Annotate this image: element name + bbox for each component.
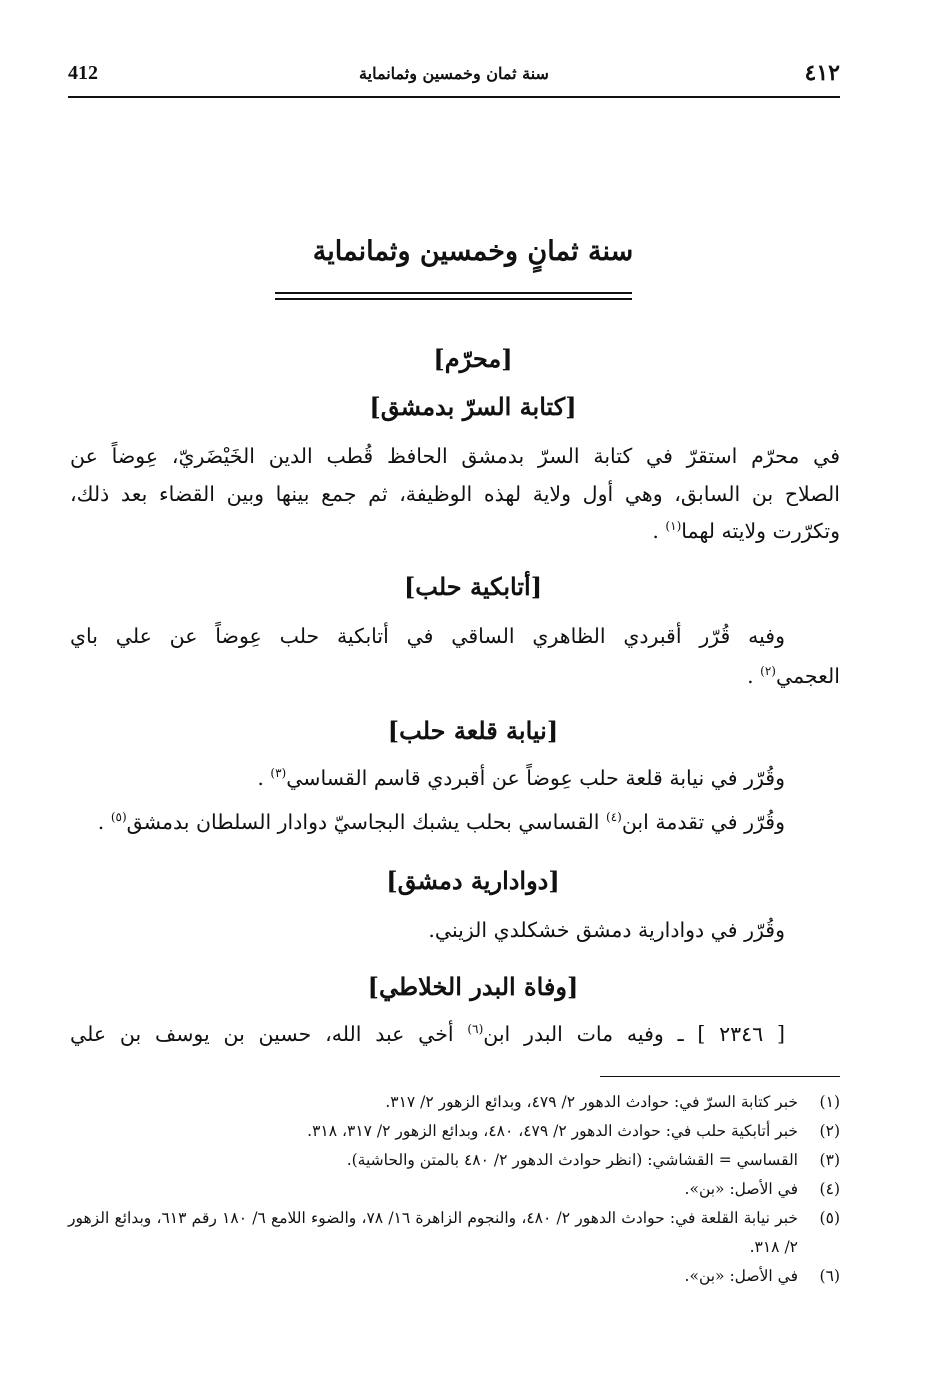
paragraph-line	[70, 519, 840, 543]
footnote-number: (٣)	[819, 1151, 840, 1169]
footnote-number: (١)	[819, 1093, 840, 1111]
page-number-arabic: ٤١٢	[804, 60, 840, 86]
paragraph-line	[70, 1022, 785, 1046]
full-stop: .	[97, 810, 111, 834]
footnote-text: في الأصل: «بن».	[684, 1267, 798, 1285]
footnote-ref: (٥)	[110, 810, 127, 825]
running-title: سنة ثمان وخمسين وثمانماية	[359, 64, 549, 83]
chapter-title: سنة ثمانٍ وخمسين وثمانماية	[312, 236, 634, 267]
section-heading-niyabat-qalat-halab: [نيابة قلعة حلب]	[387, 716, 559, 745]
paragraph-text: [ ٢٣٤٦ ] ـ وفيه مات البدر ابن	[483, 1022, 785, 1046]
footnote	[68, 1146, 840, 1175]
footnote	[68, 1117, 840, 1146]
footnote-number: (٦)	[819, 1267, 840, 1285]
full-stop: .	[257, 766, 271, 790]
title-rule-bottom	[275, 298, 632, 300]
paragraph-text: وقُرّر في نيابة قلعة حلب عِوضاً عن أقبردي قاسم القساسي	[286, 766, 785, 790]
section-heading-wafat-al-badr: [وفاة البدر الخلاطي]	[367, 972, 579, 1001]
page-number-latin: 412	[68, 62, 98, 84]
footnote-number: (٤)	[819, 1180, 840, 1198]
footnote-number: (٥)	[819, 1209, 840, 1227]
paragraph-text: العجمي	[775, 664, 840, 688]
footnote-ref: (٤)	[606, 810, 622, 825]
page-header	[68, 58, 840, 98]
paragraph-line	[70, 766, 785, 790]
footnote-ref: (٢)	[760, 664, 776, 679]
footnote-text: في الأصل: «بن».	[684, 1180, 798, 1198]
paragraph-line	[70, 810, 785, 834]
footnote-number: (٢)	[819, 1122, 840, 1140]
paragraph-line: الصلاح بن السابق، وهي أول ولاية لهذه الوظيفة، ثم جمع بينها وبين القضاء بعد ذلك،	[70, 482, 840, 506]
footnote	[68, 1262, 840, 1291]
title-rule-top	[275, 292, 632, 294]
footnote-text: خبر كتابة السرّ في: حوادث الدهور ٢/ ٤٧٩، وبدائع الزهور ٢/ ٣١٧.	[385, 1093, 798, 1111]
paragraph-line: في محرّم استقرّ في كتابة السرّ بدمشق الحافظ قُطب الدين الخَيْضَريّ، عِوضاً عن	[70, 444, 840, 468]
footnote-ref: (٦)	[467, 1022, 484, 1037]
footnote-ref: (١)	[665, 519, 682, 534]
section-heading-dawadariyyat-dimashq: [دوادارية دمشق]	[386, 866, 560, 895]
footnote-text: خبر أتابكية حلب في: حوادث الدهور ٢/ ٤٧٩، ٤٨٠، وبدائع الزهور ٢/ ٣١٧، ٣١٨.	[307, 1122, 798, 1140]
paragraph-line: وفيه قُرّر أقبردي الظاهري الساقي في أتابكية حلب عِوضاً عن علي باي	[70, 624, 785, 648]
footnote-text: خبر نيابة القلعة في: حوادث الدهور ٢/ ٤٨٠، والنجوم الزاهرة ١٦/ ٧٨، والضوء اللامع ٦/ ١٨٠ رقم ٦١٣، وبدائع الزهور ٢/ ٣١٨.	[68, 1209, 798, 1256]
footnote	[68, 1204, 840, 1262]
footnotes	[68, 1088, 840, 1291]
footnote-separator	[600, 1076, 840, 1077]
paragraph-line: وقُرّر في دوادارية دمشق خشكلدي الزيني.	[428, 918, 785, 942]
section-heading-katabat-al-sirr: [كتابة السرّ بدمشق]	[369, 392, 577, 421]
footnote-text: القساسي = القشاشي: (انظر حوادث الدهور ٢/ ٤٨٠ بالمتن والحاشية).	[346, 1151, 798, 1169]
month-heading: [محرّم]	[433, 344, 513, 373]
full-stop: .	[747, 664, 761, 688]
paragraph-line	[70, 664, 840, 688]
section-heading-atabakiyyat-halab: [أتابكية حلب]	[403, 572, 543, 601]
paragraph-text: وتكرّرت ولايته لهما	[681, 519, 840, 543]
footnote-ref: (٣)	[270, 766, 287, 781]
full-stop: .	[652, 519, 666, 543]
paragraph-text: وقُرّر في تقدمة ابن	[621, 810, 785, 834]
paragraph-text: القساسي بحلب يشبك البجاسيّ دوادار السلطان بدمشق	[126, 810, 600, 834]
footnote	[68, 1175, 840, 1204]
footnote	[68, 1088, 840, 1117]
paragraph-text: أخي عبد الله، حسين بن يوسف بن علي	[70, 1022, 454, 1046]
